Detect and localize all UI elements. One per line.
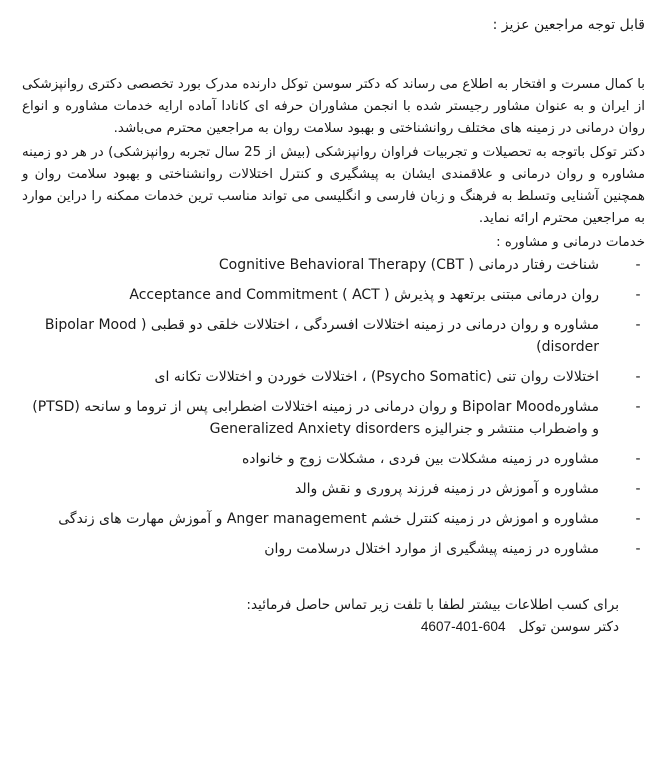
list-item [22, 284, 645, 306]
bullet-dash: - [635, 481, 641, 497]
bullet-dash: - [635, 399, 641, 415]
services-list [22, 254, 645, 560]
bullet-dash: - [635, 511, 641, 527]
bullet-dash: - [635, 369, 641, 385]
contact-name: دکتر سوسن توکل [518, 619, 619, 635]
service-text: روان درمانی مبتنی برتعهد و پذیرش ( Acceptance and Commitment ( ACT [129, 287, 599, 303]
service-text: مشاوره و روان درمانی در زمینه اختلالات افسردگی ، اختلالات خلقی دو قطبی ( Bipolar Mood disorder) [44, 317, 599, 355]
service-text: اختلالات روان تنی (Psycho Somatic) ، اختلالات خوردن و اختلالات تکانه ای [154, 369, 599, 385]
list-item [22, 478, 645, 500]
services-heading: خدمات درمانی و مشاوره : [496, 235, 645, 250]
contact-intro: برای کسب اطلاعات بیشتر لطفا با تلفت زیر تماس حاصل فرمائید: [246, 597, 619, 613]
list-item [22, 508, 645, 530]
service-text: مشاوره و اموزش در زمینه کنترل خشم Anger management و آموزش مهارت های زندگی [58, 511, 599, 527]
bullet-dash: - [635, 257, 641, 273]
service-text: مشاوره در زمینه مشکلات بین فردی ، مشکلات زوج و خانواده [241, 451, 599, 467]
service-text: مشاوره در زمینه پیشگیری از موارد اختلال درسلامت روان [264, 541, 599, 557]
bullet-dash: - [635, 451, 641, 467]
service-text: مشاورهBipolar Mood و روان درمانی در زمینه اختلالات اضطرابی پس از تروما و سانحه (PTSD) و واضطراب منتشر و جنرالیزه Generalized Anxiety disorders [32, 399, 599, 437]
list-item [22, 314, 645, 358]
contact-block [22, 594, 645, 638]
list-item [22, 396, 645, 440]
list-item [22, 448, 645, 470]
list-item [22, 254, 645, 276]
service-text: مشاوره و آموزش در زمینه فرزند پروری و نقش والد [295, 481, 599, 497]
contact-phone: 604-401-4607 [420, 619, 506, 634]
intro-paragraph: با کمال مسرت و افتخار به اطلاع می رساند که دکتر سوسن توکل دارنده مدرک بورد تخصصی دکتری روانپزشکی از ایران و به عنوان مشاور رجیستر شده با انجمن مشاوران حرفه ای کانادا آماده ارایه خدمات مشاوره و انواع روان درمانی در زمینه های مختلف روانشناختی و بهبود سلامت روان به مراجعین محترم می‌باشد. [22, 77, 645, 136]
greeting: قابل توجه مراجعین عزیز : [492, 17, 645, 33]
experience-paragraph: دکتر توکل باتوجه به تحصیلات و تجربیات فراوان روانپزشکی (بیش از 25 سال تجربه روانپزشکی) در هر دو زمینه مشاوره و روان درمانی و علاقمندی ایشان به پیشگیری و کنترل اختلالات روانشناختی و بهبود سلامت روان و همچنین آشنایی وتسلط به فرهنگ و زبان فارسی و انگلیسی می تواند مناسب ترین خدمات ممکنه را دراین موارد به مراجعین محترم ارائه نماید. [22, 145, 645, 226]
service-text: شناخت رفتار درمانی ( Cognitive Behavioral Therapy (CBT [218, 257, 599, 273]
list-item [22, 538, 645, 560]
bullet-dash: - [635, 317, 641, 333]
bullet-dash: - [635, 541, 641, 557]
bullet-dash: - [635, 287, 641, 303]
list-item [22, 366, 645, 388]
contact-line [22, 616, 619, 638]
